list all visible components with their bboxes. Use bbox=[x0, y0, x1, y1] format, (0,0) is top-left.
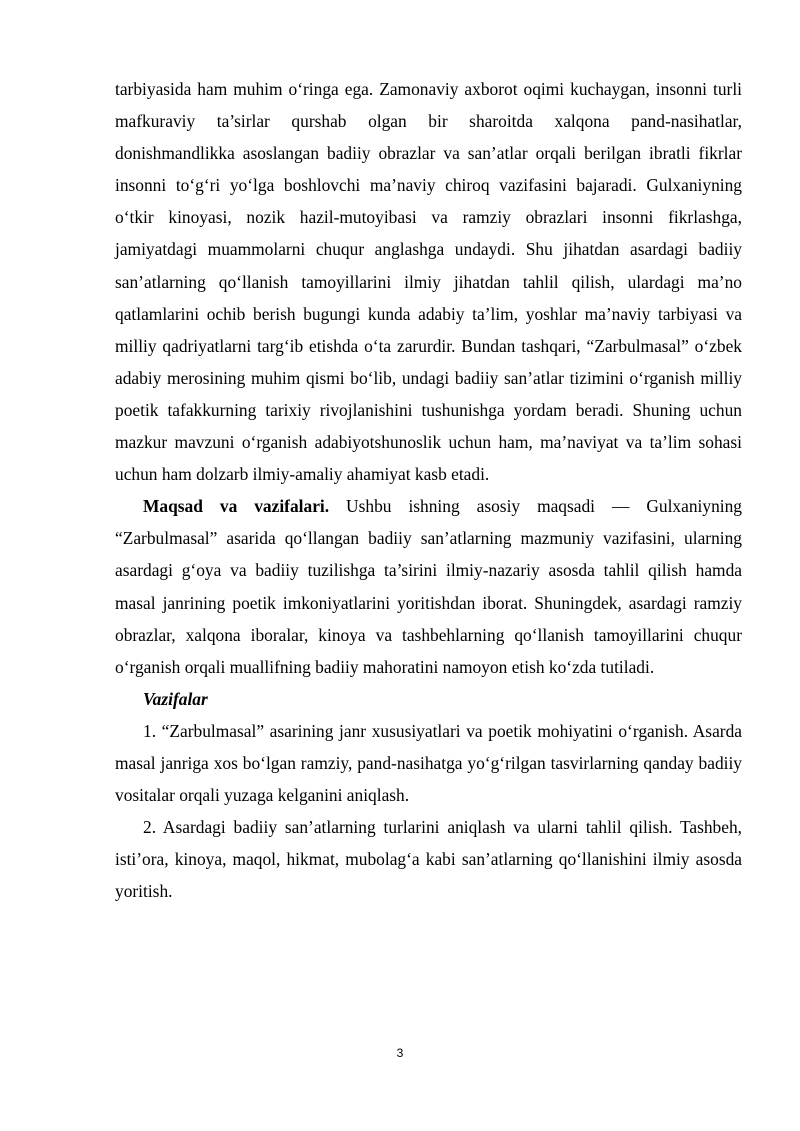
task-item-2: 2. Asardagi badiiy san’atlarning turlarini aniqlash va ularni tahlil qilish. Tashbeh, isti’ora, kinoya, maqol, hikmat, mubolag‘a kabi san’atlarning qo‘llanishini ilmiy asosda yoritish. bbox=[115, 817, 742, 902]
task-item-1: 1. “Zarbulmasal” asarining janr xususiyatlari va poetik mohiyatini o‘rganish. Asarda masal janriga xos bo‘lgan ramziy, pand-nasihatga yo‘g‘rilgan tasvirlarning qanday badiiy vositalar orqali yuzaga kelganini aniqlash. bbox=[115, 720, 742, 806]
goals-text: Ushbu ishning asosiy maqsadi — Gulxaniyning “Zarbulmasal” asarida qo‘llangan badiiy san’atlarning mazmuniy vazifasini, ularning asardagi g‘oya va badiiy tuzilishga ta’sirini ilmiy-nazariy asosda tahlil qilish hamda masal janrining poetik imkoniyatlarini yoritishdan iborat. Shuningdek, asardagi ramziy obrazlar, xalqona iboralar, kinoya va tashbehlarning qo‘llanish tamoyillarini chuqur o‘rganish orqali muallifning badiiy mahoratini namoyon etish ko‘zda tutiladi. bbox=[115, 496, 742, 677]
goals-heading: Maqsad va vazifalari. bbox=[143, 496, 330, 517]
tasks-heading: Vazifalar bbox=[143, 688, 208, 709]
page-number: 3 bbox=[396, 1046, 404, 1060]
paragraph-goals bbox=[115, 490, 742, 683]
paragraph-relevance: tarbiyasida ham muhim o‘ringa ega. Zamonaviy axborot oqimi kuchaygan, insonni turli mafkuraviy ta’sirlar qurshab olgan bir sharoitda xalqona pand-nasihatlar, donishmandlikka asoslangan badiiy obrazlar va san’atlar orqali berilgan ibratli fikrlar insonni to‘g‘ri yo‘lga boshlovchi ma’naviy chiroq vazifasini bajaradi. Gulxaniyning o‘tkir kinoyasi, nozik hazil-mutoyibasi va ramziy obrazlari insonni fikrlashga, jamiyatdagi muammolarni chuqur anglashga undaydi. Shu jihatdan asardagi badiiy san’atlarning qo‘llanish tamoyillarini ilmiy jihatdan tahlil qilish, ulardagi ma’no qatlamlarini ochib berish bugungi kunda adabiy ta’lim, yoshlar ma’naviy tarbiyasi va milliy qadriyatlarni targ‘ib etishda o‘ta zarurdir. Bundan tashqari, “Zarbulmasal” o‘zbek adabiy merosining muhim qismi bo‘lib, undagi badiiy san’atlar tizimini o‘rganish milliy poetik tafakkurning tarixiy rivojlanishini tushunishga yordam beradi. Shuning uchun mazkur mavzuni o‘rganish adabiyotshunoslik uchun ham, ma’naviyat va ta’lim sohasi uchun ham dolzarb ilmiy-amaliy ahamiyat kasb etadi. bbox=[115, 79, 742, 485]
document-page bbox=[115, 73, 742, 907]
